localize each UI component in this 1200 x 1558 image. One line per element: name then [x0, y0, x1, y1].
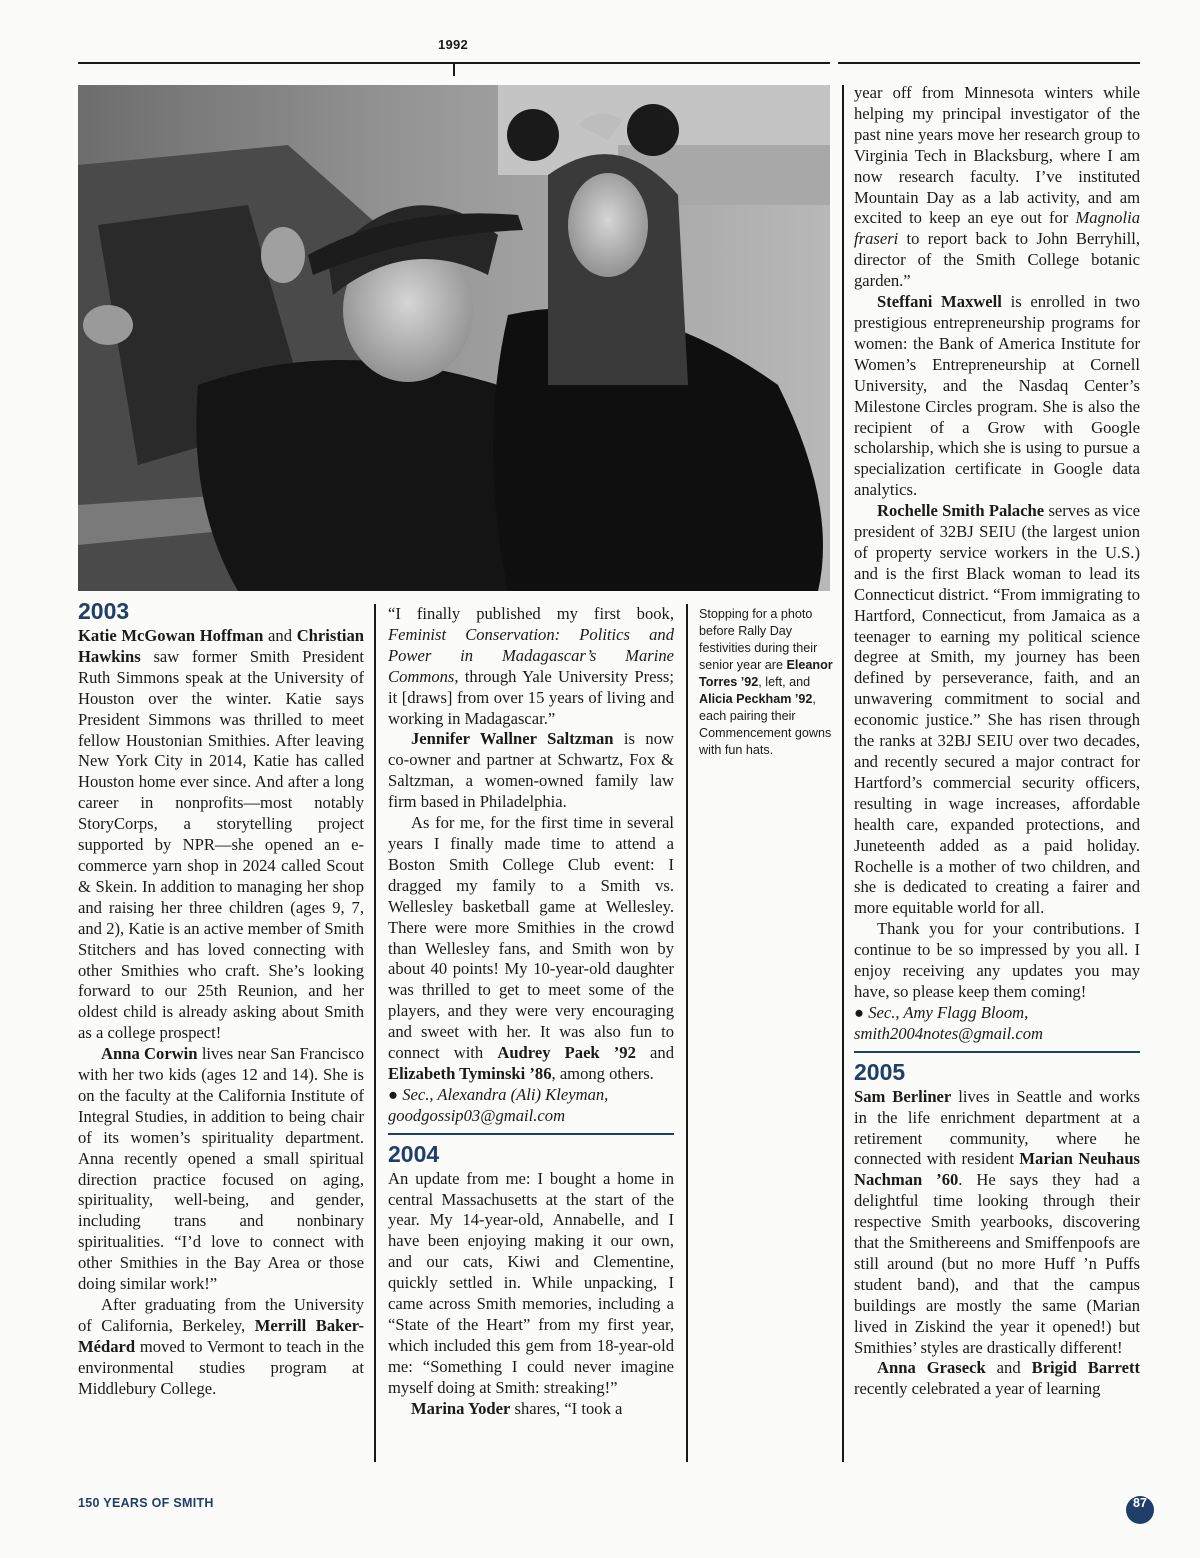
paragraph-text: After graduating from the University of California, Berkeley, — [78, 1295, 364, 1335]
bullet-icon: ● — [854, 1002, 865, 1022]
paragraph-text: . He says they had a delightful time looking through their respective Smith yearbooks, discovering that the Smithereens and Smiffenpoofs are still around (but no more Huff ’n Puffs student band), and that the campus buildings are mostly the same (Marian lived in Ziskind the year it opened!) but Smithies’ styles are drastically different! — [854, 1170, 1140, 1357]
section-rule — [388, 1133, 674, 1135]
section-rule — [854, 1051, 1140, 1053]
paragraph-text: is enrolled in two prestigious entrepreneurship programs for women: the Bank of America Institute for Women’s Entrepreneurship at Cornell University, and the Nasdaq Center’s Milestone Circles program. She is also the recipient of a Grow with Google scholarship, which she is using to pursue a specialization certificate in Google data analytics. — [854, 292, 1140, 500]
timeline-year: 1992 — [437, 37, 469, 52]
alum-name: Marian Neuhaus Nachman ’60 — [854, 1149, 1141, 1190]
secretary-name: Sec., Amy Flagg Bloom, — [868, 1002, 1029, 1022]
alum-name: Audrey Paek ’92 — [497, 1043, 636, 1063]
entry-paragraph — [78, 1044, 364, 1295]
page-number: 87 — [1126, 1496, 1154, 1524]
entry-paragraph — [854, 292, 1140, 501]
alum-name: Sam Berliner — [854, 1086, 952, 1106]
alum-name: Rochelle Smith Palache — [877, 501, 1045, 521]
caption-name: Eleanor Torres ’92 — [699, 658, 833, 689]
entry-paragraph — [78, 626, 364, 1044]
alum-name: Katie McGowan Hoffman — [78, 626, 264, 645]
archival-photo — [78, 85, 830, 591]
paragraph-text: serves as vice president of 32BJ SEIU (the largest union of property service workers in the U.S.) and is the first Black woman to lead its Connecticut district. “From immigrating to Hartford, Connecticut, from Jamaica as a teenager to earning my political science degree at Smith, my journey has been defined by perseverance, faith, and an unwavering commitment to social and economic justice.” She has risen through the ranks at 32BJ SEIU over two decades, and recently secured a major contract for Hartford’s commercial security officers, resulting in wage increases, affordable health care, expanded protections, and Juneteenth added as a paid holiday. Rochelle is a mother of two children, and she is dedicated to creating a fairer and more equitable world for all. — [854, 501, 1140, 918]
paragraph-text: Thank you for your contributions. I continue to be so impressed by you all. I enjoy receiving any updates you may have, so please keep them coming! — [854, 919, 1140, 1001]
photo-caption — [699, 606, 833, 759]
paragraph-text: year off from Minnesota winters while helping my principal investigator of the past nine years move her research group to Virginia Tech in Blacksburg, where I am now research faculty. I’ve instituted Mountain Day as a lab activity, and am excited to keep an eye out for — [854, 83, 1140, 228]
paragraph-text: and — [985, 1358, 1032, 1378]
paragraph-text: and — [263, 626, 297, 645]
paragraph-text: moved to Vermont to teach in the environmental studies program at Middlebury College. — [78, 1336, 364, 1398]
entry-paragraph — [854, 501, 1140, 919]
year-heading-2003: 2003 — [78, 598, 130, 624]
alum-name: Merrill Baker-Médard — [78, 1315, 364, 1356]
column-divider — [686, 604, 688, 1462]
entry-paragraph — [388, 729, 674, 813]
column-2003 — [78, 598, 364, 1400]
timeline-tick — [453, 62, 455, 76]
secretary-email[interactable]: goodgossip03@gmail.com — [388, 1105, 566, 1125]
year-heading-2005: 2005 — [854, 1058, 906, 1085]
entry-paragraph — [388, 604, 674, 729]
class-secretary — [388, 1085, 674, 1127]
entry-paragraph — [388, 1169, 674, 1399]
column-2004-2005 — [854, 83, 1140, 1400]
species-name: Magnolia fraseri — [854, 208, 1140, 249]
caption-text: Stopping for a photo before Rally Day festivities during their senior year are — [699, 607, 818, 672]
alum-name: Marina Yoder — [411, 1398, 511, 1418]
paragraph-text: is now co-owner and partner at Schwartz, Fox & Saltzman, a women-owned family law firm based in Philadelphia. — [388, 729, 674, 812]
paragraph-text: saw former Smith President Ruth Simmons speak at the University of Houston over the winter. Katie says President Simmons was thrilled to meet fellow Houstonian Smithies. After leaving New York City in 2014, Katie has called Houston home ever since. And after a long career in nonprofits—most notably StoryCorps, a storytelling project supported by NPR—she opened an e-commerce yarn shop in 2024 called Scout & Skein. In addition to managing her shop and raising her three children (ages 9, 7, and 2), Katie is an active member of Smith Stitchers and has loved connecting with other Smithies who craft. She’s looking forward to our 25th Reunion, and her oldest child is already asking about Smith as a college prospect! — [78, 646, 364, 1043]
book-title: Feminist Conservation: Politics and Power in Madagascar’s Marine Commons — [388, 624, 674, 686]
alum-name: Anna Graseck — [877, 1358, 986, 1378]
year-heading-2004: 2004 — [388, 1140, 440, 1167]
caption-name: Alicia Peckham ’92 — [699, 692, 813, 706]
paragraph-text: As for me, for the first time in several years I finally made time to attend a Boston Smith College Club event: I dragged my family to a Smith vs. Wellesley basketball game at Wellesley. There were more Smithies in the crowd than Wellesley fans, and Smith won by about 40 points! My 10-year-old daughter was thrilled to get to meet some of the players, and they were very encouraging and sweet with her. It was also fun to connect with — [388, 813, 674, 1063]
alum-name: Anna Corwin — [101, 1044, 198, 1064]
caption-text: , each pairing their Commencement gowns with fun hats. — [699, 692, 832, 757]
paragraph-text: recently celebrated a year of learning — [854, 1379, 1101, 1399]
paragraph-text: , among others. — [551, 1063, 654, 1083]
entry-paragraph — [854, 1358, 1140, 1400]
paragraph-text: lives near San Francisco with her two kids (ages 12 and 14). She is on the faculty at the California Institute of Integral Studies, in addition to being chair of its women’s spirituality department. Anna recently opened a small spiritual direction practice focused on aging, spirituality, well-being, and gender, including trans and nonbinary spiritualities. “I’d love to connect with other Smithies in the Bay Area or those doing similar work!” — [78, 1044, 365, 1294]
class-secretary — [854, 1003, 1140, 1045]
alum-name: Brigid Barrett — [1031, 1358, 1140, 1378]
entry-paragraph — [388, 1399, 674, 1420]
caption-text: , left, and — [758, 675, 811, 689]
entry-paragraph — [854, 83, 1140, 292]
alum-name: Jennifer Wallner Saltzman — [411, 729, 614, 749]
column-divider — [842, 85, 844, 1462]
paragraph-text: and — [635, 1043, 674, 1063]
entry-paragraph — [854, 919, 1140, 1003]
column-2003-continued — [388, 604, 674, 1420]
column-divider — [374, 604, 376, 1462]
secretary-email[interactable]: smith2004notes@gmail.com — [854, 1023, 1044, 1043]
paragraph-text: , through Yale University Press; it [draws] from over 15 years of living and working in Madagascar.” — [388, 666, 674, 728]
paragraph-text: “I finally published my first book, — [388, 604, 674, 623]
entry-paragraph — [854, 1087, 1140, 1359]
bullet-icon: ● — [388, 1084, 399, 1104]
paragraph-text: to report back to John Berryhill, director of the Smith College botanic garden.” — [854, 229, 1140, 291]
paragraph-text: shares, “I took a — [510, 1398, 623, 1418]
entry-paragraph — [388, 813, 674, 1085]
entry-paragraph — [78, 1295, 364, 1400]
paragraph-text: An update from me: I bought a home in central Massachusetts at the start of the year. My 14-year-old, Annabelle, and I have been enjoying making it our own, and our cats, Kiwi and Clementine, quickly settled in. While unpacking, I came across Smith memories, including a “State of the Heart” from my first year, which included this gem from 18-year-old me: “Something I could never imagine myself doing at Smith: streaking!” — [388, 1168, 674, 1397]
timeline-rule-right — [838, 62, 1140, 64]
alum-name: Elizabeth Tyminski ’86 — [388, 1063, 552, 1083]
alum-name: Steffani Maxwell — [877, 292, 1002, 312]
publication-footer: 150 YEARS OF SMITH — [78, 1496, 214, 1510]
paragraph-text: lives in Seattle and works in the life enrichment department at a retirement community, where he connected with resident — [854, 1086, 1140, 1169]
alum-name: Christian Hawkins — [78, 626, 364, 666]
secretary-name: Sec., Alexandra (Ali) Kleyman, — [402, 1084, 609, 1104]
